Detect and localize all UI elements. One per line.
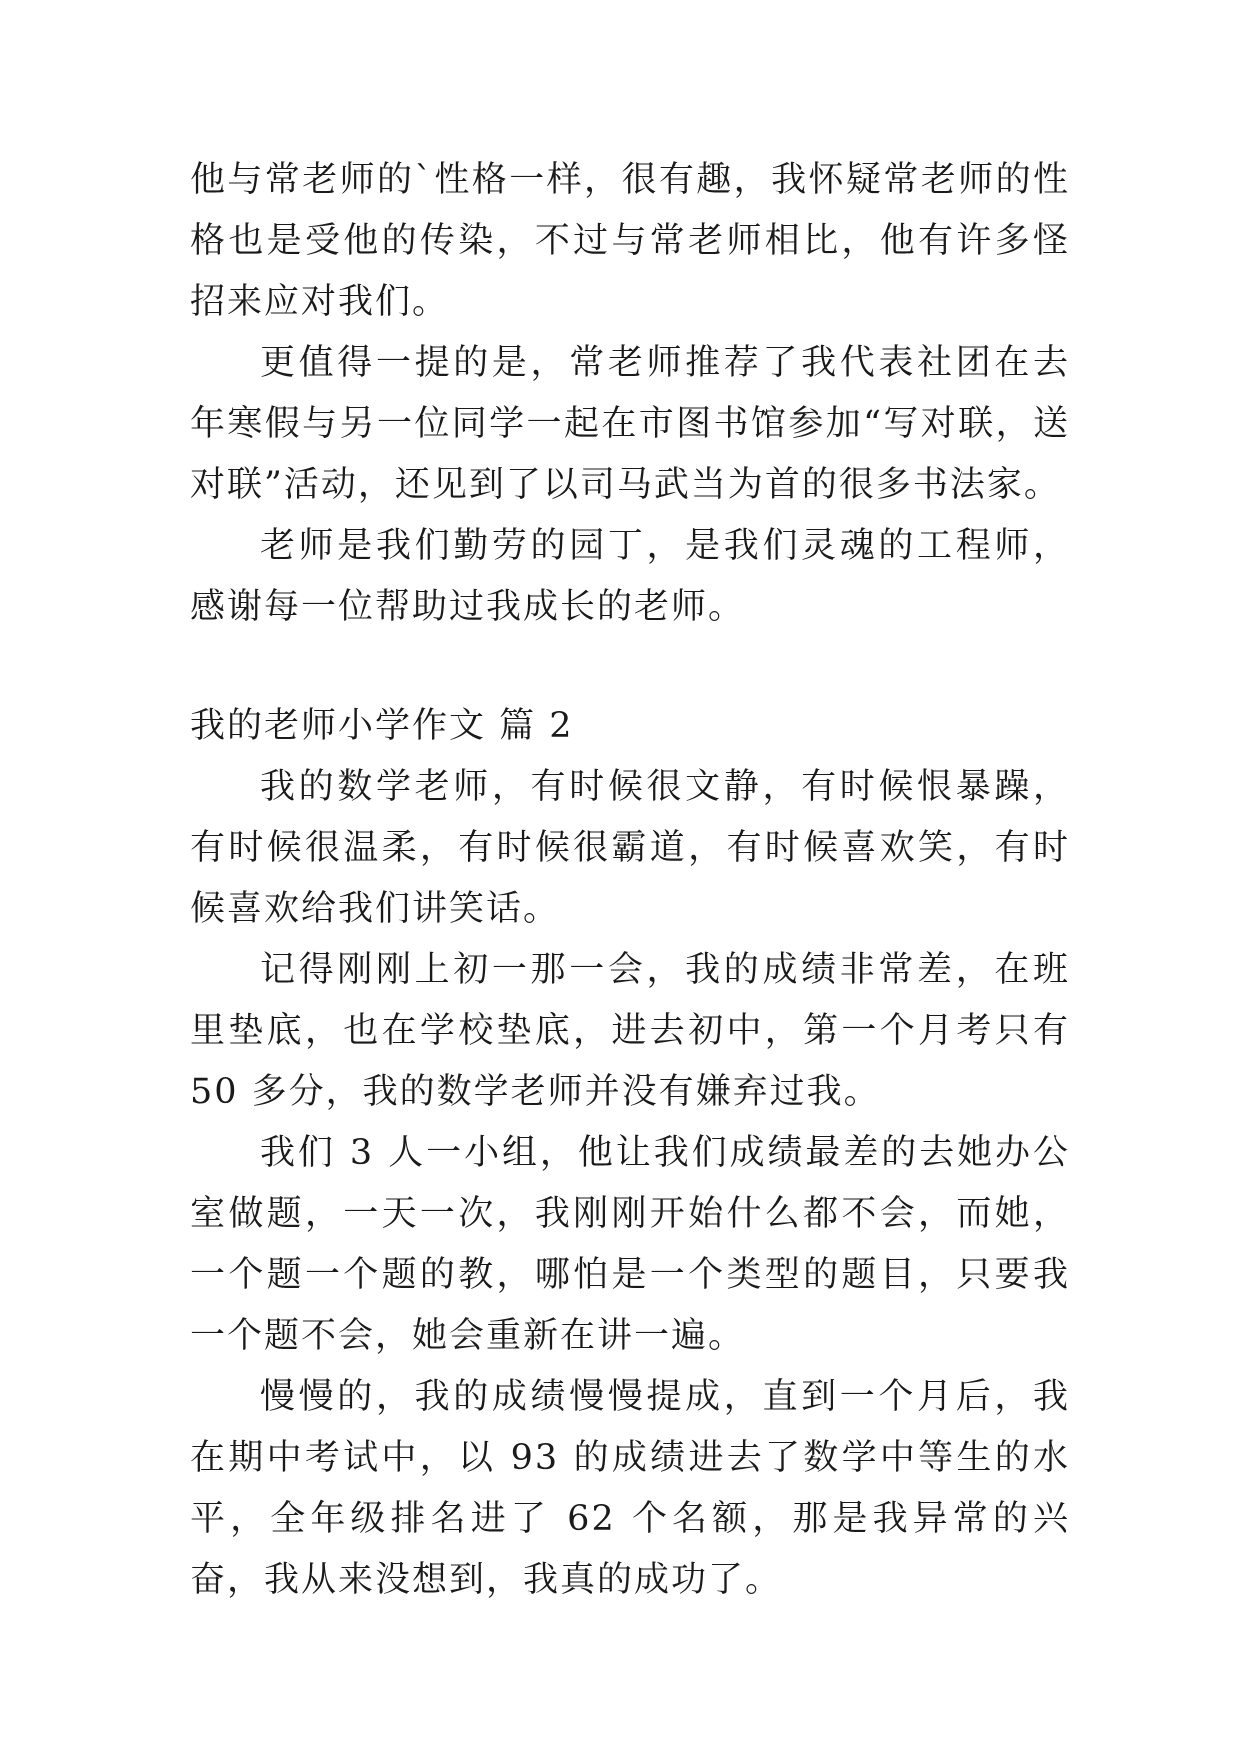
paragraph-success: 慢慢的，我的成绩慢慢提成，直到一个月后，我在期中考试中，以 93 的成绩进去了数学中等生的水平，全年级排名进了 62 个名额，那是我异常的兴奋，我从来没想到，我真的成功了。 (190, 1377, 1070, 1600)
paragraph-activity: 更值得一提的是，常老师推荐了我代表社团在去年寒假与另一位同学一起在市图书馆参加“写对联，送对联”活动，还见到了以司马武当为首的很多书法家。 (190, 343, 1070, 505)
paragraph-thanks: 老师是我们勤劳的园丁，是我们灵魂的工程师，感谢每一位帮助过我成长的老师。 (190, 526, 1070, 627)
section-title: 我的老师小学作文 篇 2 (190, 706, 574, 746)
paragraph-continued: 他与常老师的`性格一样，很有趣，我怀疑常老师的性格也是受他的传染，不过与常老师相比，他有许多怪招来应对我们。 (190, 160, 1070, 322)
paragraph-group-study: 我们 3 人一小组，他让我们成绩最差的去她办公室做题，一天一次，我刚刚开始什么都不会，而她，一个题一个题的教，哪怕是一个类型的题目，只要我一个题不会，她会重新在讲一遍。 (190, 1133, 1070, 1356)
text-column (190, 150, 1070, 1611)
paragraph-first-grade: 记得刚刚上初一那一会，我的成绩非常差，在班里垫底，也在学校垫底，进去初中，第一个月考只有 50 多分，我的数学老师并没有嫌弃过我。 (190, 950, 1070, 1112)
paragraph-math-teacher: 我的数学老师，有时候很文静，有时候恨暴躁，有时候很温柔，有时候很霸道，有时候喜欢笑，有时候喜欢给我们讲笑话。 (190, 767, 1070, 929)
